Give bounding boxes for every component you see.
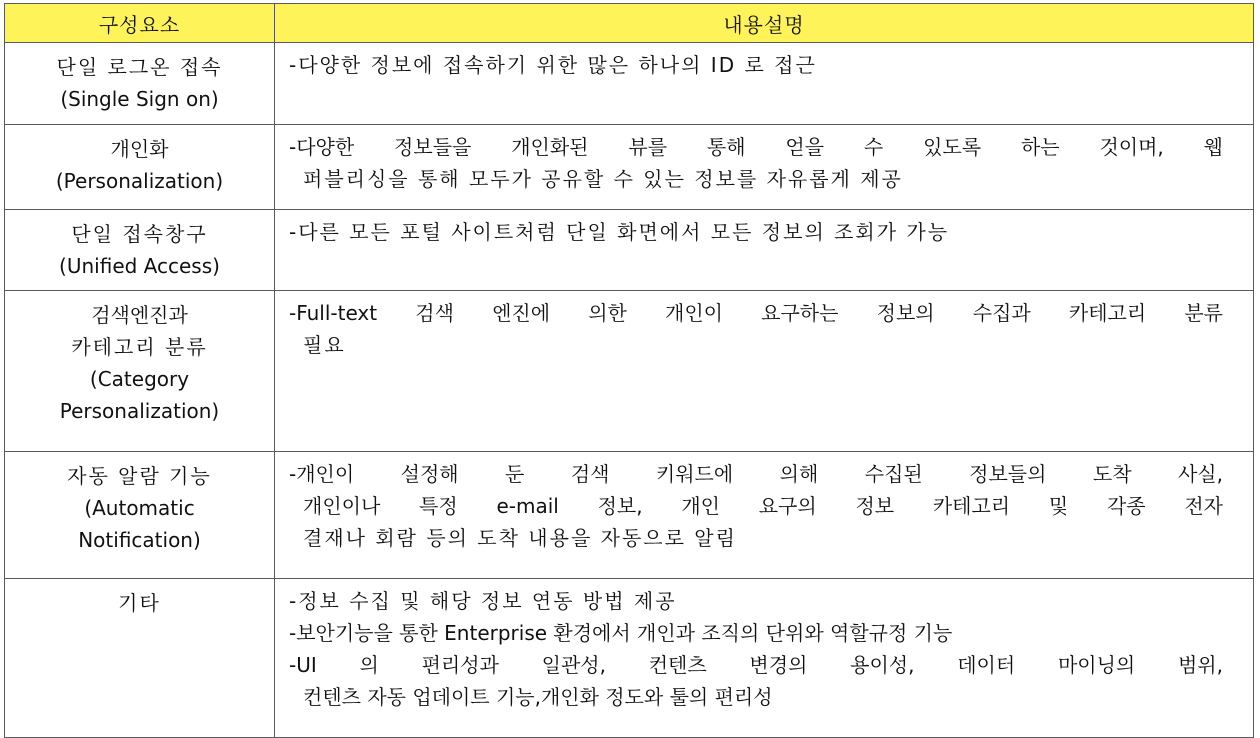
component-name: 개인화 <box>110 137 169 161</box>
description-text: 컨텐츠 자동 업데이트 기능,개인화 정도와 툴의 편리성 <box>303 685 773 709</box>
component-cell <box>5 43 275 125</box>
description-cell <box>275 291 1254 452</box>
description-cell <box>275 579 1254 738</box>
component-name: 단일 로그온 접속 <box>56 55 223 79</box>
component-english-name: Notification) <box>78 528 201 552</box>
component-english-name: (Single Sign on) <box>60 87 219 111</box>
description-cell <box>275 210 1254 291</box>
description-text: -개인이 설정해 둔 검색 키워드에 의해 수집된 정보들의 도착 사실, <box>289 462 1223 486</box>
header-description: 내용설명 <box>275 4 1254 43</box>
description-cell <box>275 43 1254 125</box>
component-cell <box>5 125 275 210</box>
component-english-name: (Automatic <box>84 496 195 520</box>
component-cell <box>5 579 275 738</box>
component-description-table <box>4 3 1254 738</box>
description-text: 퍼블리싱을 통해 모두가 공유할 수 있는 정보를 자유롭게 제공 <box>303 167 903 191</box>
header-component: 구성요소 <box>5 4 275 43</box>
description-text: -다양한 정보에 접속하기 위한 많은 하나의 ID 로 접근 <box>289 53 817 77</box>
header-row <box>5 4 1254 43</box>
table-row <box>5 291 1254 452</box>
description-text: -다양한 정보들을 개인화된 뷰를 통해 얻을 수 있도록 하는 것이며, 웹 <box>289 135 1223 159</box>
component-cell <box>5 291 275 452</box>
table-row <box>5 210 1254 291</box>
component-name: 기타 <box>118 591 161 615</box>
component-cell <box>5 210 275 291</box>
description-text: -보안기능을 통한 Enterprise 환경에서 개인과 조직의 단위와 역할규정 기능 <box>289 621 953 645</box>
description-text: 필요 <box>303 333 346 357</box>
description-text: -Full-text 검색 엔진에 의한 개인이 요구하는 정보의 수집과 카테고리 분류 <box>289 301 1223 325</box>
component-english-name: (Personalization) <box>55 169 224 193</box>
component-cell <box>5 452 275 579</box>
component-english-name: (Category <box>89 367 190 391</box>
description-text: 개인이나 특정 e-mail 정보, 개인 요구의 정보 카테고리 및 각종 전자 <box>303 494 1223 518</box>
description-text: -정보 수집 및 해당 정보 연동 방법 제공 <box>289 589 677 613</box>
component-english-name: (Unified Access) <box>59 254 220 278</box>
table-row <box>5 125 1254 210</box>
description-cell <box>275 452 1254 579</box>
description-text: -UI 의 편리성과 일관성, 컨텐츠 변경의 용이성, 데이터 마이닝의 범위, <box>289 653 1223 677</box>
component-name: 단일 접속창구 <box>71 222 208 246</box>
component-name: 카테고리 분류 <box>71 335 208 359</box>
component-name: 자동 알람 기능 <box>67 464 212 488</box>
description-text: 결재나 회람 등의 도착 내용을 자동으로 알림 <box>303 526 737 550</box>
description-cell <box>275 125 1254 210</box>
table-row <box>5 452 1254 579</box>
component-name: 검색엔진과 <box>91 303 188 327</box>
table-row <box>5 579 1254 738</box>
table-row <box>5 43 1254 125</box>
description-text: -다른 모든 포털 사이트처럼 단일 화면에서 모든 정보의 조회가 가능 <box>289 220 950 244</box>
component-english-name: Personalization) <box>59 399 220 423</box>
